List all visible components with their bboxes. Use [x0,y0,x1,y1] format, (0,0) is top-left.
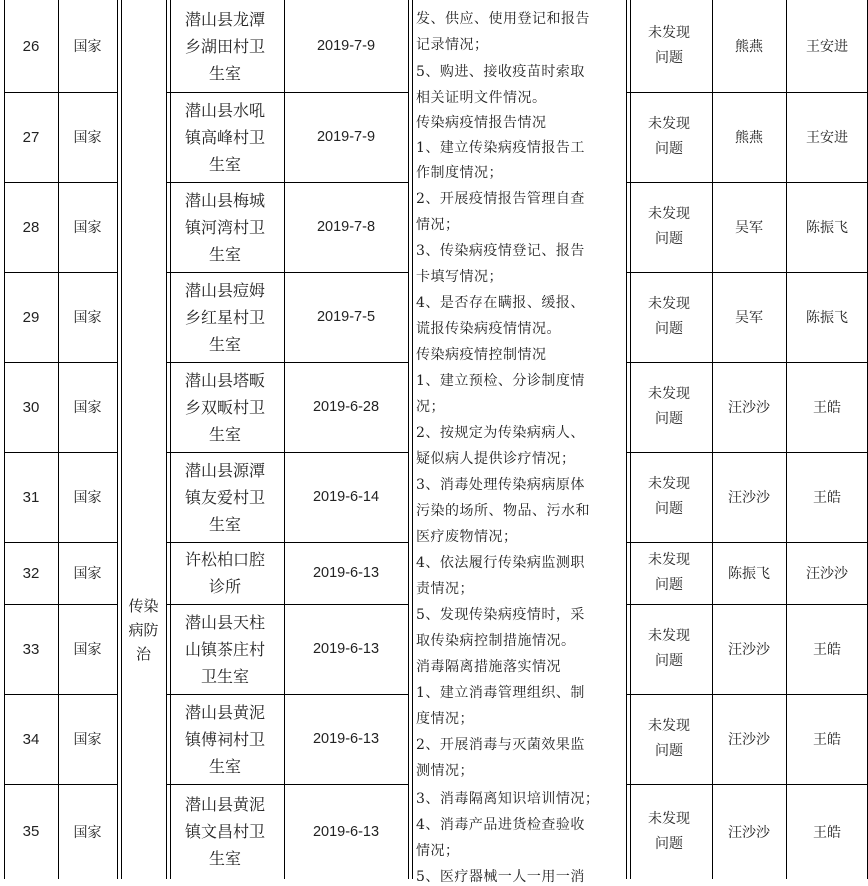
check-content-line: 4、消毒产品进货检查验收 [416,817,585,833]
inspector-1: 汪沙沙 [728,642,770,658]
check-content-line: 5、医疗器械一人一用一消 [416,869,585,885]
check-content-line: 况； [416,399,445,415]
inspector-1: 吴军 [735,220,763,236]
inspection-result: 未发现问题 [648,810,690,852]
check-content-line: 1、建立消毒管理组织、制 [416,685,585,701]
inspector-1: 熊燕 [735,39,763,55]
inspector-2: 王安进 [806,130,848,146]
check-content-line: 传染病疫情报告情况 [416,115,547,131]
column-divider [58,0,59,879]
row-number: 35 [22,823,40,840]
row-divider [166,362,409,363]
row-divider [4,784,118,785]
inspector-2: 王皓 [813,400,841,416]
check-content-line: 责情况； [416,581,474,597]
check-content-line: 3、消毒处理传染病病原体 [416,477,585,493]
inspector-1: 汪沙沙 [728,732,770,748]
inspection-level: 国家 [73,824,102,841]
inspector-1: 汪沙沙 [728,490,770,506]
inspection-level: 国家 [73,642,102,658]
column-divider [170,0,171,879]
check-content-line: 2、开展消毒与灭菌效果监 [416,737,585,753]
inspection-level: 国家 [73,732,102,748]
check-content-line: 度情况； [416,711,474,727]
inspector-1: 吴军 [735,310,763,326]
check-content-line: 取传染病控制措施情况。 [416,633,576,649]
inspector-1: 陈振飞 [728,566,770,582]
inspection-level: 国家 [73,220,102,236]
row-divider [626,542,868,543]
check-content-line: 5、购进、接收疫苗时索取 [416,64,585,80]
check-content-line: 医疗废物情况； [416,529,518,545]
row-number: 32 [22,564,40,582]
inspector-1: 汪沙沙 [728,824,770,841]
column-divider [117,0,118,879]
row-number: 27 [22,128,40,146]
check-content-line: 测情况； [416,763,474,779]
inspector-1: 汪沙沙 [728,400,770,416]
row-number: 29 [22,308,40,326]
check-content-line: 发、供应、使用登记和报告 [416,11,590,27]
inspection-result: 未发现问题 [648,116,690,157]
row-divider [166,92,409,93]
column-divider [121,0,122,879]
row-divider [4,362,118,363]
check-content-line: 5、发现传染病疫情时，采 [416,607,585,623]
row-divider [626,92,868,93]
inspector-2: 王安进 [806,39,848,55]
inspection-date: 2019-6-28 [312,399,380,415]
row-divider [4,92,118,93]
check-content-line: 1、建立预检、分诊制度情 [416,373,585,389]
inspection-date: 2019-6-13 [312,641,380,657]
row-divider [626,452,868,453]
inspector-2: 王皓 [813,490,841,506]
inspection-level: 国家 [73,39,102,55]
check-content-line: 1、建立传染病疫情报告工 [416,140,585,156]
row-divider [4,452,118,453]
inspected-unit: 潜山县黄泥镇文昌村卫生室 [184,795,265,868]
inspector-2: 汪沙沙 [806,566,848,582]
check-content-line: 3、传染病疫情登记、报告 [416,243,585,259]
inspection-result: 未发现问题 [648,718,690,759]
inspection-result: 未发现问题 [648,206,690,247]
inspection-result: 未发现问题 [648,552,690,593]
check-content-line: 污染的场所、物品、污水和 [416,503,590,519]
inspection-level: 国家 [73,566,102,582]
row-divider [4,182,118,183]
check-content-line: 传染病疫情控制情况 [416,347,547,363]
row-divider [4,272,118,273]
inspection-result: 未发现问题 [648,25,690,66]
check-content-line: 情况； [416,217,460,233]
check-content-line: 相关证明文件情况。 [416,90,547,106]
inspection-result: 未发现问题 [648,386,690,427]
check-content-line: 记录情况； [416,37,489,53]
inspection-level: 国家 [73,130,102,146]
check-content-line: 谎报传染病疫情情况。 [416,321,561,337]
inspected-unit: 潜山县黄泥镇傅祠村卫生室 [184,702,265,776]
row-divider [626,784,868,785]
row-divider [166,784,409,785]
inspector-2: 陈振飞 [806,310,848,326]
inspected-unit: 潜山县源潭镇友爱村卫生室 [184,460,265,534]
inspector-2: 王皓 [813,642,841,658]
inspection-date: 2019-6-13 [312,565,380,581]
inspection-date: 2019-6-13 [312,731,380,747]
inspection-result: 未发现问题 [648,476,690,517]
row-number: 30 [22,398,40,416]
inspected-unit: 潜山县天柱山镇茶庄村卫生室 [184,612,265,686]
column-divider [630,0,631,879]
check-content-line: 卡填写情况； [416,269,503,285]
check-content-line: 2、按规定为传染病病人、 [416,425,585,441]
column-divider [166,0,167,879]
inspector-1: 熊燕 [735,130,763,146]
row-number: 28 [22,218,40,236]
inspection-date: 2019-6-13 [312,823,380,840]
row-divider [4,542,118,543]
column-divider [284,0,285,879]
inspected-unit: 潜山县塔畈乡双畈村卫生室 [184,370,265,444]
column-divider [412,0,413,879]
row-number: 33 [22,640,40,658]
inspected-unit: 潜山县龙潭乡湖田村卫生室 [184,9,265,83]
inspector-2: 王皓 [813,824,841,841]
inspector-2: 王皓 [813,732,841,748]
inspected-unit: 潜山县水吼镇高峰村卫生室 [184,100,265,174]
row-number: 34 [22,730,40,748]
row-divider [626,694,868,695]
column-divider [408,0,409,879]
inspection-date: 2019-7-5 [316,309,376,325]
row-divider [626,604,868,605]
inspector-2: 陈振飞 [806,220,848,236]
inspection-result: 未发现问题 [648,296,690,337]
row-divider [626,182,868,183]
check-content-line: 4、是否存在瞒报、缓报、 [416,295,585,311]
inspection-date: 2019-7-8 [316,219,376,235]
column-divider [4,0,5,879]
row-divider [166,272,409,273]
inspection-date: 2019-6-14 [312,489,380,505]
check-content-line: 3、消毒隔离知识培训情况； [416,791,600,807]
inspection-date: 2019-7-9 [316,38,376,54]
inspected-unit: 许松柏口腔诊所 [184,550,265,596]
inspection-date: 2019-7-9 [316,129,376,145]
row-divider [626,362,868,363]
inspected-unit: 潜山县梅城镇河湾村卫生室 [184,190,265,264]
column-divider [712,0,713,879]
check-content-line: 2、开展疫情报告管理自查 [416,191,585,207]
row-divider [166,182,409,183]
row-number: 31 [22,488,40,506]
inspected-unit: 潜山县痘姆乡红星村卫生室 [184,280,265,354]
row-divider [166,604,409,605]
inspection-result: 未发现问题 [648,628,690,669]
check-content-line: 作制度情况； [416,165,503,181]
check-content-line: 疑似病人提供诊疗情况； [416,451,576,467]
check-content-line: 4、依法履行传染病监测职 [416,555,585,571]
check-content-line: 情况； [416,843,460,859]
check-category: 传染病防治 [128,596,159,663]
row-number: 26 [22,37,40,55]
inspection-level: 国家 [73,310,102,326]
row-divider [4,694,118,695]
inspection-level: 国家 [73,490,102,506]
column-divider [786,0,787,879]
check-content-line: 消毒隔离措施落实情况 [416,659,561,675]
inspection-level: 国家 [73,400,102,416]
row-divider [166,694,409,695]
column-divider [626,0,627,879]
row-divider [166,452,409,453]
row-divider [166,542,409,543]
row-divider [4,604,118,605]
row-divider [626,272,868,273]
